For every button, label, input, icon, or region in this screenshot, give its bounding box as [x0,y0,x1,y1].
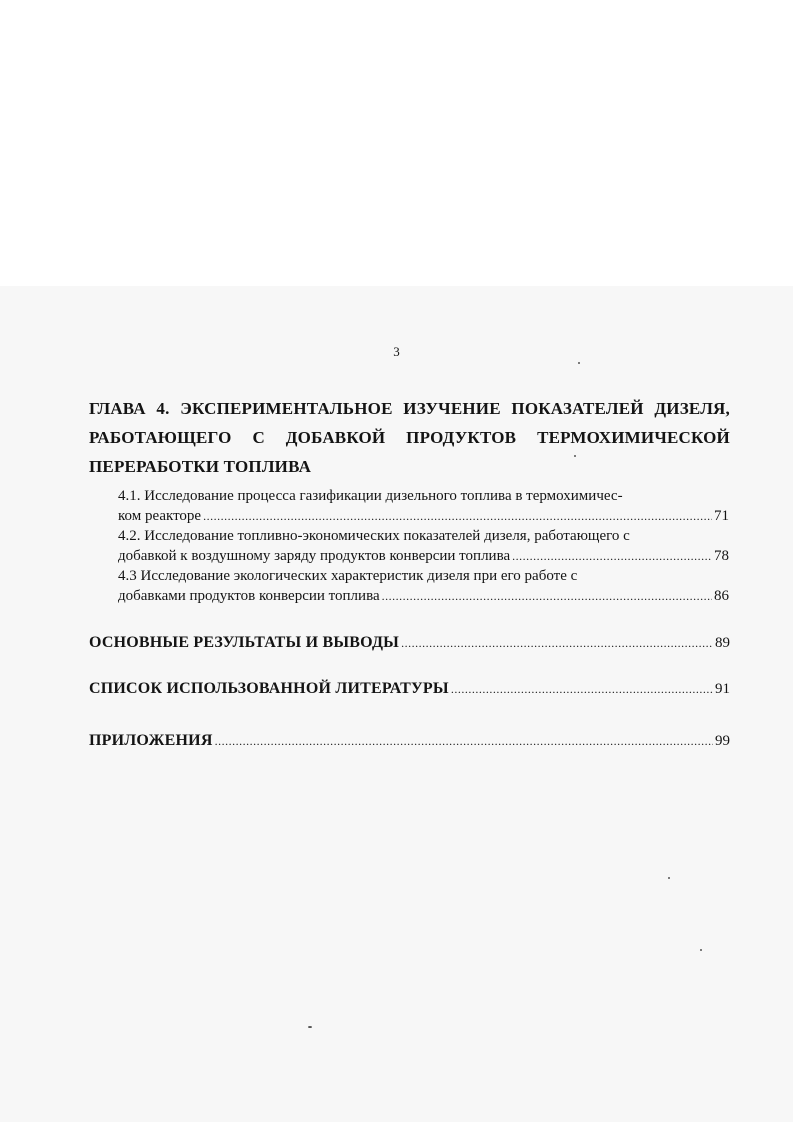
toc-subsection-text: добавкой к воздушному заряду продуктов конверсии топлива [118,548,511,564]
toc-subsection-line: 4.3 Исследование экологических характеристик дизеля при его работе с [118,568,578,584]
toc-subsection-text: ком реакторе [118,508,202,524]
toc-subsection-4-3 [118,566,729,606]
toc-subsection-line: 4.1. Исследование процесса газификации дизельного топлива в термохимичес- [118,488,623,504]
toc-page-number: 86 [714,588,729,604]
toc-subsection-text: добавками продуктов конверсии топлива [118,588,380,604]
dot-leader [203,506,712,526]
toc-page-number: 78 [714,548,729,564]
dot-leader [512,546,712,566]
dot-leader [451,681,713,698]
scan-speck [574,455,576,457]
toc-entry-results [89,634,730,652]
page-number: 3 [393,344,400,359]
dot-leader [382,586,712,606]
chapter-heading: ГЛАВА 4. ЭКСПЕРИМЕНТАЛЬНОЕ ИЗУЧЕНИЕ ПОКАЗАТЕЛЕЙ ДИЗЕЛЯ, РАБОТАЮЩЕГО С ДОБАВКОЙ ПРОДУКТОВ ТЕРМОХИМИЧЕСКОЙ ПЕРЕРАБОТКИ ТОПЛИВА [89,399,730,476]
scan-speck [700,949,702,951]
scan-speck [668,877,670,879]
toc-entry-title: ПРИЛОЖЕНИЯ [89,732,213,749]
toc-subsection-4-2 [118,526,729,566]
toc-subsection-line [118,586,729,606]
dot-leader [401,635,713,652]
scan-speck [308,1026,312,1028]
toc-subsection-line: 4.2. Исследование топливно-экономических показателей дизеля, работающего с [118,528,630,544]
toc-subsection-line [118,506,729,526]
dot-leader [215,733,713,750]
toc-subsection-4-1 [118,486,729,526]
scan-speck [578,362,580,364]
toc-page-number: 89 [715,635,730,651]
toc-entry-title: ОСНОВНЫЕ РЕЗУЛЬТАТЫ И ВЫВОДЫ [89,634,400,651]
toc-subsection-line [118,546,729,566]
toc-page-number: 91 [715,681,730,697]
toc-page-number: 71 [714,508,729,524]
toc-entry-references [89,680,730,698]
toc-entry-title: СПИСОК ИСПОЛЬЗОВАННОЙ ЛИТЕРАТУРЫ [89,680,449,697]
toc-entry-appendices [89,732,730,750]
toc-page-number: 99 [715,733,730,749]
